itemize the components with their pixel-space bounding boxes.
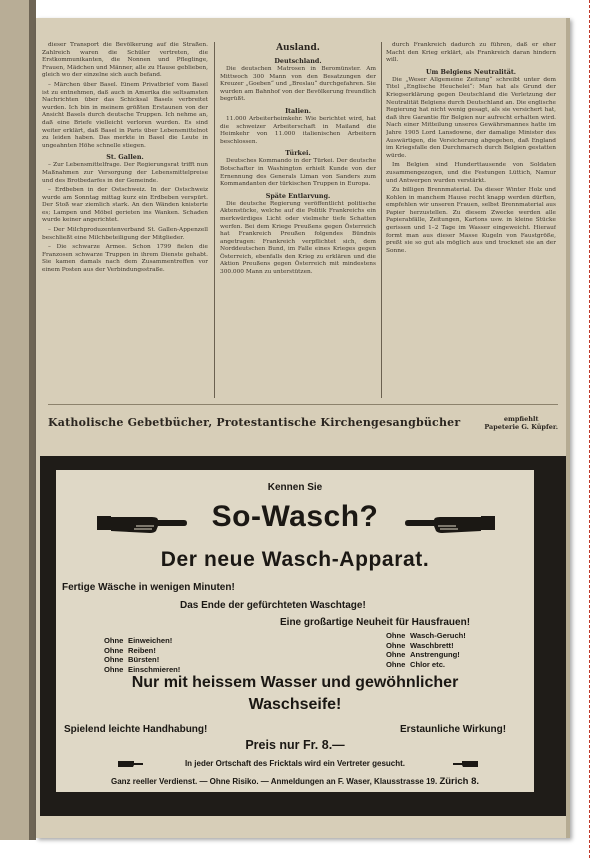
ad-line-neuheit: Eine großartige Neuheit für Hausfrauen! <box>280 617 471 628</box>
hymnal-ad-text: Katholische Gebetbücher, Protestantische Kirchengesangbücher <box>48 416 461 429</box>
recommender-line: Papeterie G. Küpfer. <box>484 422 558 431</box>
ad-panel <box>56 470 534 792</box>
hymnal-ad-recommender <box>484 415 558 431</box>
article-paragraph: – Zur Lebensmittelfrage. Der Regierungsrat trifft nun Maßnahmen zur Versorgung der Lebensmittelpreise und des Brotbedarfes in der Gemeinde. <box>42 162 208 184</box>
ohne-list-left <box>104 636 180 674</box>
article-paragraph: Die deutsche Regierung veröffentlicht politische Aktenstücke, welche auf die Politik Frankreichs ein merkwürdiges Licht oder vielmehr tiefe Schatten werfen. Bei dem Kriege Preußens gegen Österreich hat Frankreich Preußen folgendes Bündnis angetragen: Frankreich verpflichtet sich, dem Norddeutschen Bund, im Falle eines Krieges gegen Österreich, ebenfalls den Krieg zu erklären und die Aktion Preußens gegen Österreich mit mindestens 300.000 Mann zu unterstützen. <box>220 200 376 276</box>
ad-representative-wanted: In jeder Ortschaft des Fricktals wird ein Vertreter gesucht. <box>184 759 406 768</box>
article-paragraph: – Erdbeben in der Ostschweiz. In der Ostschweiz wurde am Sonntag mittag kurz ein Erdbeben verspürt. Der Stoß war ziemlich stark. An den Wänden knisterte es; Lampen und Möbel gerieten ins Wanken. Schaden wurde keiner angerichtet. <box>42 187 208 224</box>
section-heading: Späte Entlarvung. <box>265 191 331 200</box>
article-paragraph: Die „Weser Allgemeine Zeitung“ schreibt unter dem Titel „Englische Heuchelei“: Man hat als Grund der Kriegserklärung gegen Deutschland die Verletzung der Neutralität Belgiens durch Deutschland an. Die englische Regierung hat nicht wenig gesagt, als sie versichert hat, daß ihre Garantie für Belgien nur aufrecht erhalten wird. Nach einer Mitteilung unseres Gewährsmannes hatte im Jahre 1905 Lord Lansdowne, der damalige Minister des Auswärtigen, die Versicherung abgegeben, daß England im Kriegsfalle den Durchmarsch durch Belgien gestatten würde. <box>386 76 556 159</box>
section-heading: Um Belgiens Neutralität. <box>425 67 517 76</box>
hymnal-advertisement <box>48 404 558 440</box>
ad-price: Preis nur Fr. 8.— <box>245 738 345 752</box>
ad-contact-street: Klausstrasse 19. <box>374 777 438 786</box>
newspaper-page <box>36 18 570 838</box>
article-paragraph: dieser Transport die Bevölkerung auf die Straßen. Zahlreich waren die Schüler vertreten, die Erstkommunikanten, die Nonnen und Pfleglinge, Frauen, Mädchen und Männer, alle zu Hause geblieben, gleich wo der einzelne sich auch befand. <box>42 42 208 79</box>
page-edge-shadow <box>566 18 570 838</box>
ad-hot-water-line: Nur mit heissem Wasser und gewöhnlicher <box>131 674 459 691</box>
column-rule <box>381 42 382 398</box>
section-heading: Italien. <box>285 106 311 115</box>
pointing-hand-left-icon <box>452 759 478 769</box>
ad-contact-name: F. Waser, <box>337 777 372 786</box>
section-heading: St. Gallen. <box>106 153 144 162</box>
ad-verdienst: Ganz reeller Verdienst. — Ohne Risiko. — Anmeldungen an <box>110 777 336 786</box>
list-item: Ohne Waschbrett! <box>386 640 454 650</box>
ohne-list-right <box>386 631 466 669</box>
news-column-left <box>42 42 208 398</box>
ad-contact-line <box>56 776 534 787</box>
so-wasch-advertisement <box>40 456 566 816</box>
ad-line-fertige: Fertige Wäsche in wenigen Minuten! <box>62 582 235 593</box>
article-paragraph: durch Frankreich dadurch zu führen, daß er eher Macht den Krieg erklärt, als Frankreich daran hindern will. <box>386 42 556 64</box>
previous-page-edge <box>0 0 36 840</box>
section-heading: Deutschland. <box>274 57 322 65</box>
list-item: Ohne Bürsten! <box>104 655 160 665</box>
article-paragraph: Zu billigen Brennmaterial. Da dieser Winter Holz und Kohlen in manchem Hause recht knapp werden dürften, empfehlen wir unseren Frauen, selbst Brennmaterial aus Papier herzustellen. Zu diesem Zwecke werden alle Papierabfälle, Zeitungen, Kartons usw. in kleine Stücke gerissen und 1–2 Tage im Wasser eingeweicht. Hierauf formt man aus dieser Masse Kugeln von Faustgröße, preßt sie so gut als möglich aus und trocknet sie an der Sonne. <box>386 187 556 254</box>
column-rule <box>214 42 215 398</box>
section-heading: Türkei. <box>285 149 311 158</box>
ad-line-ende: Das Ende der gefürchteten Waschtage! <box>180 600 366 611</box>
list-item: Ohne Anstrengung! <box>386 650 460 660</box>
article-paragraph: – Der Milchproduzentenverband St. Gallen-Appenzell beschließt eine Milchbeteiligung der Mitglieder. <box>42 227 208 241</box>
news-column-right <box>386 42 556 398</box>
article-paragraph: Im Belgien sind Hunderttausende von Soldaten zusammengezogen, und die Festungen Lüttich, Namur und Antwerpen wurden verstärkt. <box>386 162 556 184</box>
news-column-middle <box>220 42 376 398</box>
ad-waschseife-line: Waschseife! <box>248 696 342 713</box>
article-paragraph: – Die schwarze Armee. Schon 1799 fielen die Franzosen schwarze Truppen in ihrem Dienste gehabt. Sie kamen damals nach dem Zusammentreffen vor einem Posten aus der Verbindungsstraße. <box>42 244 208 274</box>
list-item: Ohne Wasch-Geruch! <box>386 631 466 640</box>
list-item: Ohne Chlor etc. <box>386 659 446 669</box>
article-paragraph: 11.000 Arbeiterheimkehr. Wie berichtet wird, hat die schweizer Arbeiterschaft in Mailand die Heimkehr von 11.000 italienischen Arbeitern beschlossen. <box>220 115 376 145</box>
ad-subtitle: Der neue Wasch-Apparat. <box>160 548 430 571</box>
recommender-line: empfiehlt <box>503 414 539 423</box>
news-columns <box>42 42 562 398</box>
ad-product-name: So-Wasch? <box>211 500 379 533</box>
ad-spielend-line: Spielend leichte Handhabung! <box>64 724 208 735</box>
section-title: Ausland. <box>276 43 320 53</box>
article-paragraph: – Märchen über Basel. Einem Privatbrief vom Basel ist zu entnehmen, daß auch in Amerika die seltsamsten Nachrichten über das Schicksal Basels verbreitet wurden. Ich bin in meinem größten Erstaunen von der Ansicht Basels durch deutsche Truppen. Ich nehme an, daß eine Briefe vielleicht verloren wurden. Es sind weiter erklärt, daß Basel in Paris über Lebensmittelnot zu leiden haben. Das merkte in Basel die Leute in ungeahnten Höhe schnelle stiegen. <box>42 81 208 149</box>
list-item: Ohne Einschmieren! <box>104 664 181 674</box>
binding-edge-mark <box>589 0 590 858</box>
ad-contact-city: Zürich 8. <box>439 776 480 787</box>
ad-kennen-sie: Kennen Sie <box>267 482 323 493</box>
article-paragraph: Die deutschen Matrosen in Beromünster. Am Mittwoch 300 Mann von den Besatzungen der Kreuzer „Goeben“ und „Breslau“ durchgefahren. Sie wurden am Bahnhof von der Bevölkerung freundlich begrüßt. <box>220 66 376 103</box>
binding-gutter <box>29 0 36 840</box>
ad-erstaunlich-line: Erstaunliche Wirkung! <box>400 724 507 735</box>
article-paragraph: Deutsches Kommando in der Türkei. Der deutsche Botschafter in Washington erhielt Kunde von der Ernennung des Generals Liman von Sanders zum Kommandanten der türkischen Truppen in Europa. <box>220 158 376 188</box>
list-item: Ohne Reiben! <box>104 645 156 655</box>
list-item: Ohne Einweichen! <box>104 636 173 645</box>
